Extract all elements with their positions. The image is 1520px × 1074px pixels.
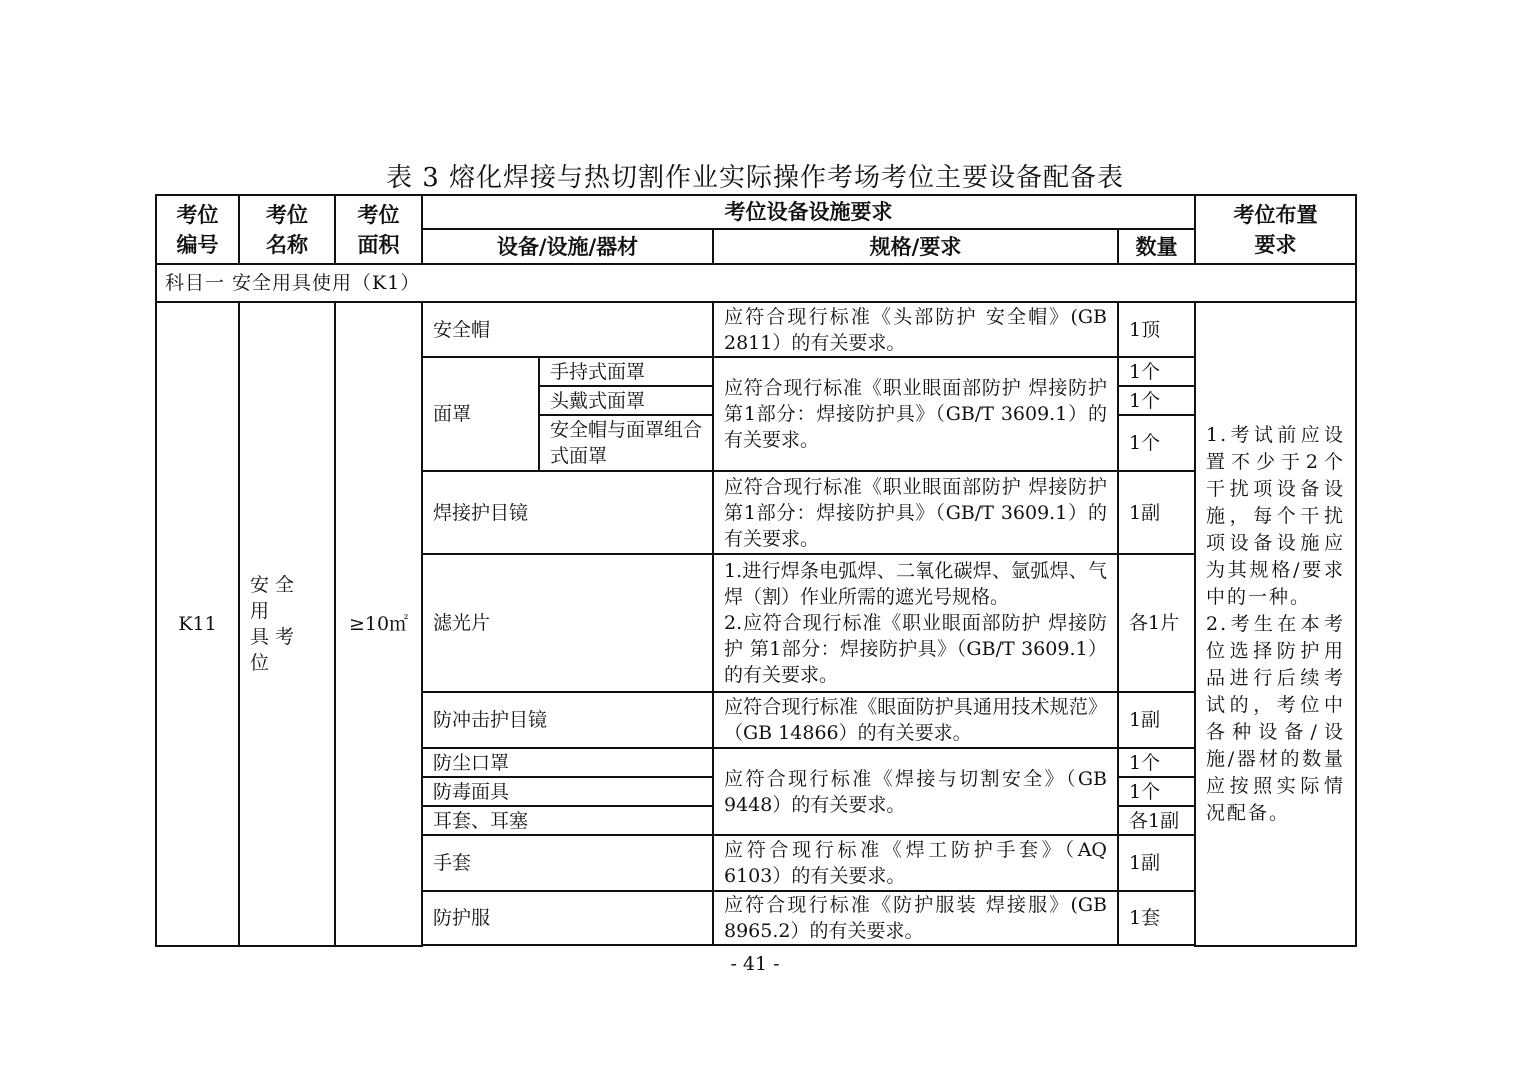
qty-mask-headworn: 1个 xyxy=(1118,386,1195,415)
subject-row: 科目一 安全用具使用（K1） xyxy=(156,264,1356,302)
header-qty: 数量 xyxy=(1118,229,1195,264)
table-title: 表 3 熔化焊接与热切割作业实际操作考场考位主要设备配备表 xyxy=(385,163,1125,193)
spec-protective-suit: 应符合现行标准《防护服装 焊接服》(GB 8965.2）的有关要求。 xyxy=(713,891,1118,945)
header-spec: 规格/要求 xyxy=(713,229,1118,264)
header-equipment: 设备/设施/器材 xyxy=(422,229,713,264)
qty-helmet: 1顶 xyxy=(1118,302,1195,357)
item-filter: 滤光片 xyxy=(422,554,713,692)
item-protective-suit: 防护服 xyxy=(422,891,713,945)
qty-impact-goggles: 1副 xyxy=(1118,692,1195,748)
qty-dust-mask: 1个 xyxy=(1118,748,1195,777)
qty-filter: 各1片 xyxy=(1118,554,1195,692)
spec-mask: 应符合现行标准《职业眼面部防护 焊接防护 第1部分：焊接防护具》（GB/T 3609.1）的有关要求。 xyxy=(713,357,1118,471)
item-gas-mask: 防毒面具 xyxy=(422,777,713,806)
spec-impact-goggles: 应符合现行标准《眼面防护具通用技术规范》（GB 14866）的有关要求。 xyxy=(713,692,1118,748)
qty-mask-handheld: 1个 xyxy=(1118,357,1195,386)
mask-sub-item: 头戴式面罩 xyxy=(539,386,713,415)
item-helmet: 安全帽 xyxy=(422,302,713,357)
spec-gloves: 应符合现行标准《焊工防护手套》（AQ 6103）的有关要求。 xyxy=(713,835,1118,891)
header-layout: 考位布置 要求 xyxy=(1195,195,1356,264)
item-goggles: 焊接护目镜 xyxy=(422,471,713,554)
spec-goggles: 应符合现行标准《职业眼面部防护 焊接防护 第1部分：焊接防护具》（GB/T 3609.1）的有关要求。 xyxy=(713,471,1118,554)
spec-welding-safety: 应符合现行标准《焊接与切割安全》（GB 9448）的有关要求。 xyxy=(713,748,1118,835)
item-mask: 面罩 xyxy=(422,357,539,471)
mask-sub-item: 安全帽与面罩组合式面罩 xyxy=(539,415,713,471)
item-ear-protection: 耳套、耳塞 xyxy=(422,806,713,835)
station-name: 安全用 具考位 xyxy=(239,302,335,946)
layout-note: 1.考试前应设置不少于2个干扰项设备设施，每个干扰项设备设施应为其规格/要求中的一种。 2.考生在本考位选择防护用品进行后续考试的，考位中各种设备/设施/器材的数量应按照实际情况配备。 xyxy=(1195,302,1356,946)
qty-gloves: 1副 xyxy=(1118,835,1195,891)
station-id: K11 xyxy=(156,302,239,946)
qty-mask-combined: 1个 xyxy=(1118,415,1195,471)
qty-goggles: 1副 xyxy=(1118,471,1195,554)
spec-filter: 1.进行焊条电弧焊、二氧化碳焊、氩弧焊、气焊（割）作业所需的遮光号规格。 2.应符合现行标准《职业眼面部防护 焊接防护 第1部分：焊接防护具》（GB/T 3609.1）的有关要求。 xyxy=(713,554,1118,692)
header-station-name: 考位 名称 xyxy=(239,195,335,264)
qty-protective-suit: 1套 xyxy=(1118,891,1195,945)
header-station-area: 考位 面积 xyxy=(335,195,422,264)
equipment-table xyxy=(155,194,1357,947)
header-station-id: 考位 编号 xyxy=(156,195,239,264)
qty-gas-mask: 1个 xyxy=(1118,777,1195,806)
item-dust-mask: 防尘口罩 xyxy=(422,748,713,777)
item-gloves: 手套 xyxy=(422,835,713,891)
station-area: ≥10㎡ xyxy=(335,302,422,946)
item-impact-goggles: 防冲击护目镜 xyxy=(422,692,713,748)
page-number: - 41 - xyxy=(730,953,780,975)
qty-ear-protection: 各1副 xyxy=(1118,806,1195,835)
spec-helmet: 应符合现行标准《头部防护 安全帽》(GB 2811）的有关要求。 xyxy=(713,302,1118,357)
header-requirements: 考位设备设施要求 xyxy=(422,195,1195,229)
mask-sub-item: 手持式面罩 xyxy=(539,357,713,386)
